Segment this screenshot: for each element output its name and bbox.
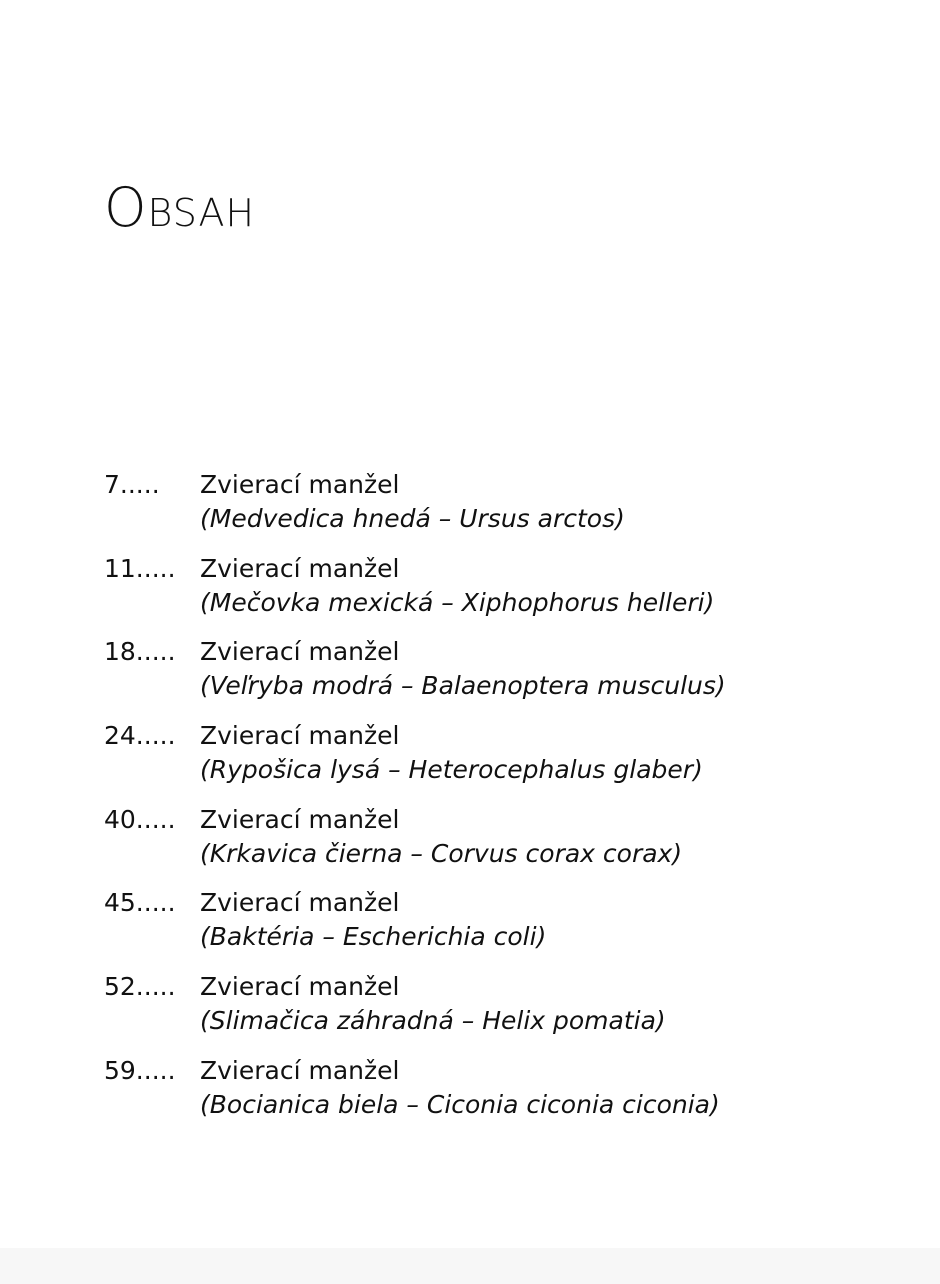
toc-entry[interactable] bbox=[104, 886, 884, 970]
toc-page-number: 59..... bbox=[104, 1055, 176, 1085]
toc-page-number: 45..... bbox=[104, 888, 176, 918]
toc-page-number: 52..... bbox=[104, 972, 176, 1002]
page-bottom-edge bbox=[0, 1248, 940, 1284]
toc-entry-title: Zvierací manžel bbox=[200, 553, 400, 583]
toc-entry-title: Zvierací manžel bbox=[200, 804, 400, 834]
toc-entry-subtitle: (Medvedica hnedá – Ursus arctos) bbox=[200, 504, 625, 533]
toc-entry-subtitle: (Mečovka mexická – Xiphophorus helleri) bbox=[200, 587, 715, 617]
toc-entry-title: Zvierací manžel bbox=[200, 637, 400, 667]
toc-entry-title: Zvierací manžel bbox=[200, 721, 400, 751]
page-title: Obsah bbox=[104, 176, 256, 239]
toc-page-number: 7..... bbox=[104, 470, 160, 499]
toc-page-number: 11..... bbox=[104, 553, 176, 583]
toc-entry-subtitle: (Veľryba modrá – Balaenoptera musculus) bbox=[200, 671, 726, 701]
toc-entry[interactable] bbox=[104, 1054, 884, 1138]
toc-entry[interactable] bbox=[104, 719, 884, 803]
toc-entry-title: Zvierací manžel bbox=[200, 1055, 400, 1085]
toc-entry[interactable] bbox=[104, 552, 884, 636]
toc-entry-subtitle: (Rypošica lysá – Heterocephalus glaber) bbox=[200, 755, 703, 785]
toc-entry-subtitle: (Slimačica záhradná – Helix pomatia) bbox=[200, 1006, 666, 1036]
table-of-contents bbox=[104, 468, 884, 1138]
toc-entry-subtitle: (Krkavica čierna – Corvus corax corax) bbox=[200, 838, 683, 868]
toc-entry-subtitle: (Bocianica biela – Ciconia ciconia ciconia) bbox=[200, 1089, 720, 1119]
toc-page-number: 18..... bbox=[104, 637, 176, 667]
toc-entry-subtitle: (Baktéria – Escherichia coli) bbox=[200, 922, 547, 952]
toc-entry-title: Zvierací manžel bbox=[200, 888, 400, 918]
toc-entry[interactable] bbox=[104, 635, 884, 719]
toc-page-number: 24..... bbox=[104, 721, 176, 751]
toc-page-number: 40..... bbox=[104, 804, 176, 834]
toc-entry[interactable] bbox=[104, 970, 884, 1054]
toc-entry-title: Zvierací manžel bbox=[200, 972, 400, 1002]
toc-entry[interactable] bbox=[104, 468, 884, 552]
toc-entry-title: Zvierací manžel bbox=[200, 470, 400, 499]
toc-entry[interactable] bbox=[104, 803, 884, 887]
